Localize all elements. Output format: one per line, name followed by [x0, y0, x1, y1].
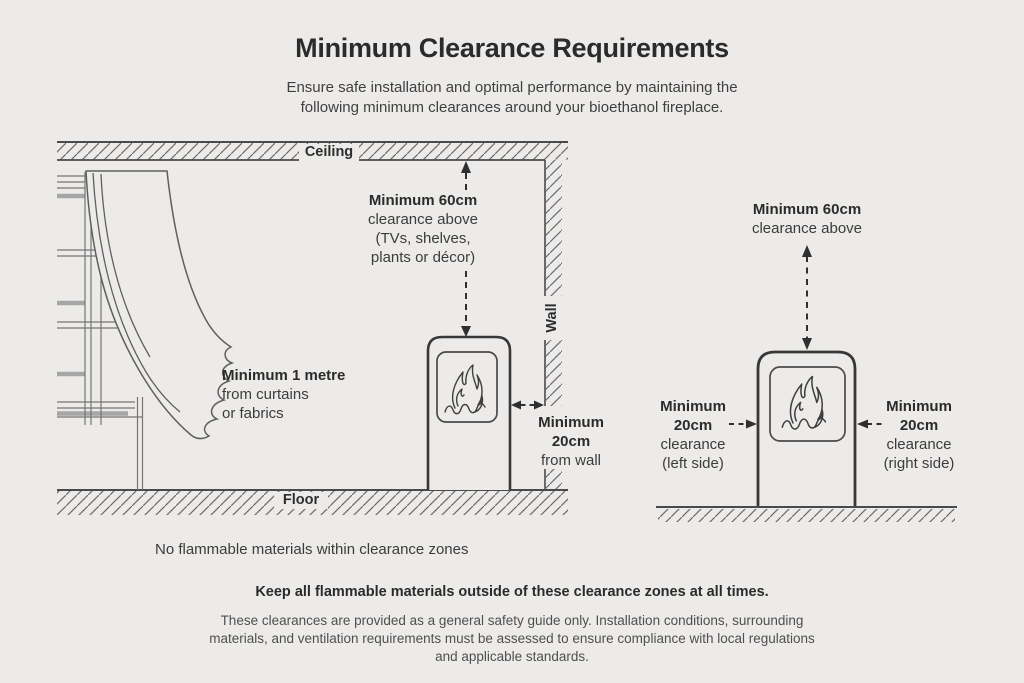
fireplace-room — [428, 337, 510, 490]
wall-label: Wall — [544, 296, 562, 340]
page-title: Minimum Clearance Requirements — [295, 33, 729, 63]
left-clearance-line-1: Minimum — [660, 398, 726, 415]
wall-clearance-line-2: 20cm — [551, 433, 591, 450]
disclaimer-line-1: These clearances are provided as a general safety guide only. Installation conditions, surrounding — [220, 613, 804, 628]
freestanding-above-arrow — [802, 245, 812, 350]
ceiling-label: Ceiling — [299, 144, 359, 161]
left-clearance-note — [650, 397, 736, 473]
curtain-clearance-line-1: Minimum 1 metre — [222, 367, 346, 384]
left-clearance-line-4: (left side) — [662, 455, 724, 472]
wall-clearance-arrow — [511, 401, 544, 410]
fireplace-freestanding — [758, 352, 855, 507]
wall-clearance-note — [534, 413, 608, 470]
curtain-clearance-note — [222, 366, 345, 423]
left-clearance-line-3: clearance — [660, 436, 726, 453]
disclaimer-line-3: and applicable standards. — [435, 649, 589, 664]
flammable-note: No flammable materials within clearance zones — [155, 541, 469, 558]
above-clearance-line-4: plants or décor) — [370, 249, 476, 266]
above-clearance-line-3: (TVs, shelves, — [375, 230, 471, 247]
subtitle-line-2: following minimum clearances around your bioethanol fireplace. — [300, 99, 724, 116]
ground-line — [656, 507, 957, 522]
curtain-sketch — [86, 171, 232, 439]
right-clearance-note — [876, 397, 962, 473]
subtitle-line-1: Ensure safe installation and optimal performance by maintaining the — [286, 79, 738, 96]
warning-text: Keep all flammable materials outside of these clearance zones at all times. — [255, 584, 769, 600]
freestanding-above-line-2: clearance above — [751, 220, 863, 237]
wall-clearance-line-1: Minimum — [538, 414, 604, 431]
wall-clearance-line-3: from wall — [540, 452, 601, 469]
curtain-clearance-line-2: from curtains — [222, 386, 309, 403]
above-clearance-note — [330, 191, 516, 267]
right-clearance-line-3: clearance — [886, 436, 952, 453]
curtain-clearance-line-3: or fabrics — [222, 405, 284, 422]
right-clearance-line-2: 20cm — [899, 417, 939, 434]
floor-label: Floor — [274, 492, 328, 509]
freestanding-above-line-1: Minimum 60cm — [752, 201, 862, 218]
left-clearance-line-2: 20cm — [673, 417, 713, 434]
above-clearance-line-2: clearance above — [367, 211, 479, 228]
freestanding-above-note — [722, 200, 892, 238]
disclaimer-line-2: materials, and ventilation requirements must be assessed to ensure compliance with local regulations — [209, 631, 815, 646]
above-clearance-line-1: Minimum 60cm — [368, 192, 478, 209]
right-clearance-line-1: Minimum — [886, 398, 952, 415]
right-clearance-line-4: (right side) — [883, 455, 955, 472]
